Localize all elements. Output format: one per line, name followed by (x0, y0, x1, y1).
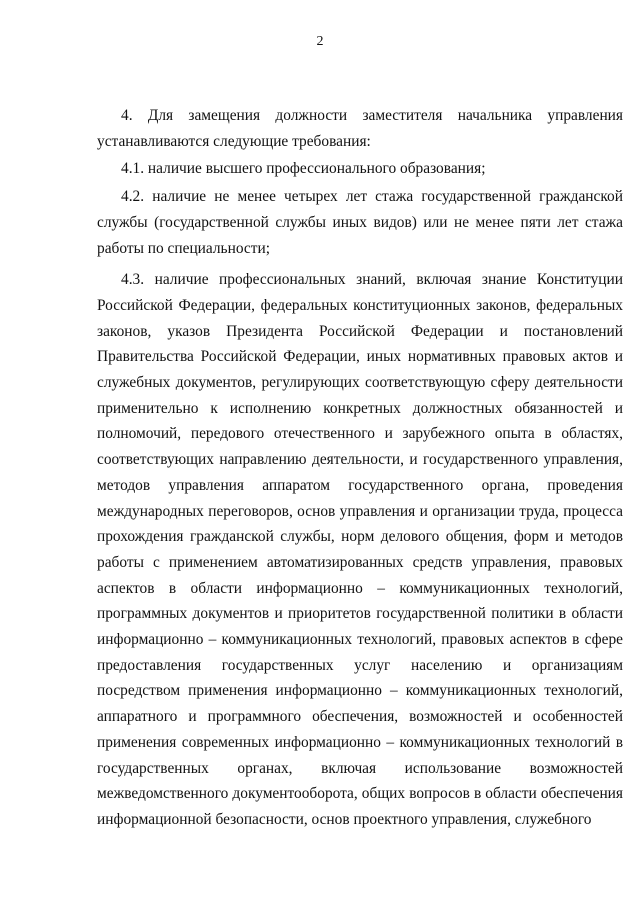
paragraph-service-experience: 4.2. наличие не менее четырех лет стажа государственной гражданской службы (государственной службы иных видов) или не менее пяти лет стажа работы по специальности; (97, 188, 623, 257)
paragraph-requirements-intro: 4. Для замещения должности заместителя начальника управления устанавливаются следующие требования: (97, 107, 623, 150)
page-number: 2 (316, 34, 324, 49)
paragraph-professional-knowledge: 4.3. наличие профессиональных знаний, включая знание Конституции Российской Федерации, федеральных конституционных законов, федеральных законов, указов Президента Российской Федерации и постановлений Правительства Российской Федерации, иных нормативных правовых актов и служебных документов, регулирующих соответствующую сферу деятельности применительно к исполнению конкретных должностных обязанностей и полномочий, передового отечественного и зарубежного опыта в областях, соответствующих направлению деятельности, и государственного управления, методов управления аппаратом государственного органа, проведения международных переговоров, основ управления и организации труда, процесса прохождения гражданской службы, норм делового общения, форм и методов работы с применением автоматизированных средств управления, правовых аспектов в области информационно – коммуникационных технологий, программных документов и приоритетов государственной политики в области информационно – коммуникационных технологий, правовых аспектов в сфере предоставления государственных услуг населению и организациям посредством применения информационно – коммуникационных технологий, аппаратного и программного обеспечения, возможностей и особенностей применения современных информационно – коммуникационных технологий в государственных органах, включая использование возможностей межведомственного документооборота, общих вопросов в области обеспечения информационной безопасности, основ проектного управления, служебного (97, 271, 623, 828)
document-body (97, 103, 623, 833)
paragraph-higher-education: 4.1. наличие высшего профессионального образования; (121, 160, 486, 178)
